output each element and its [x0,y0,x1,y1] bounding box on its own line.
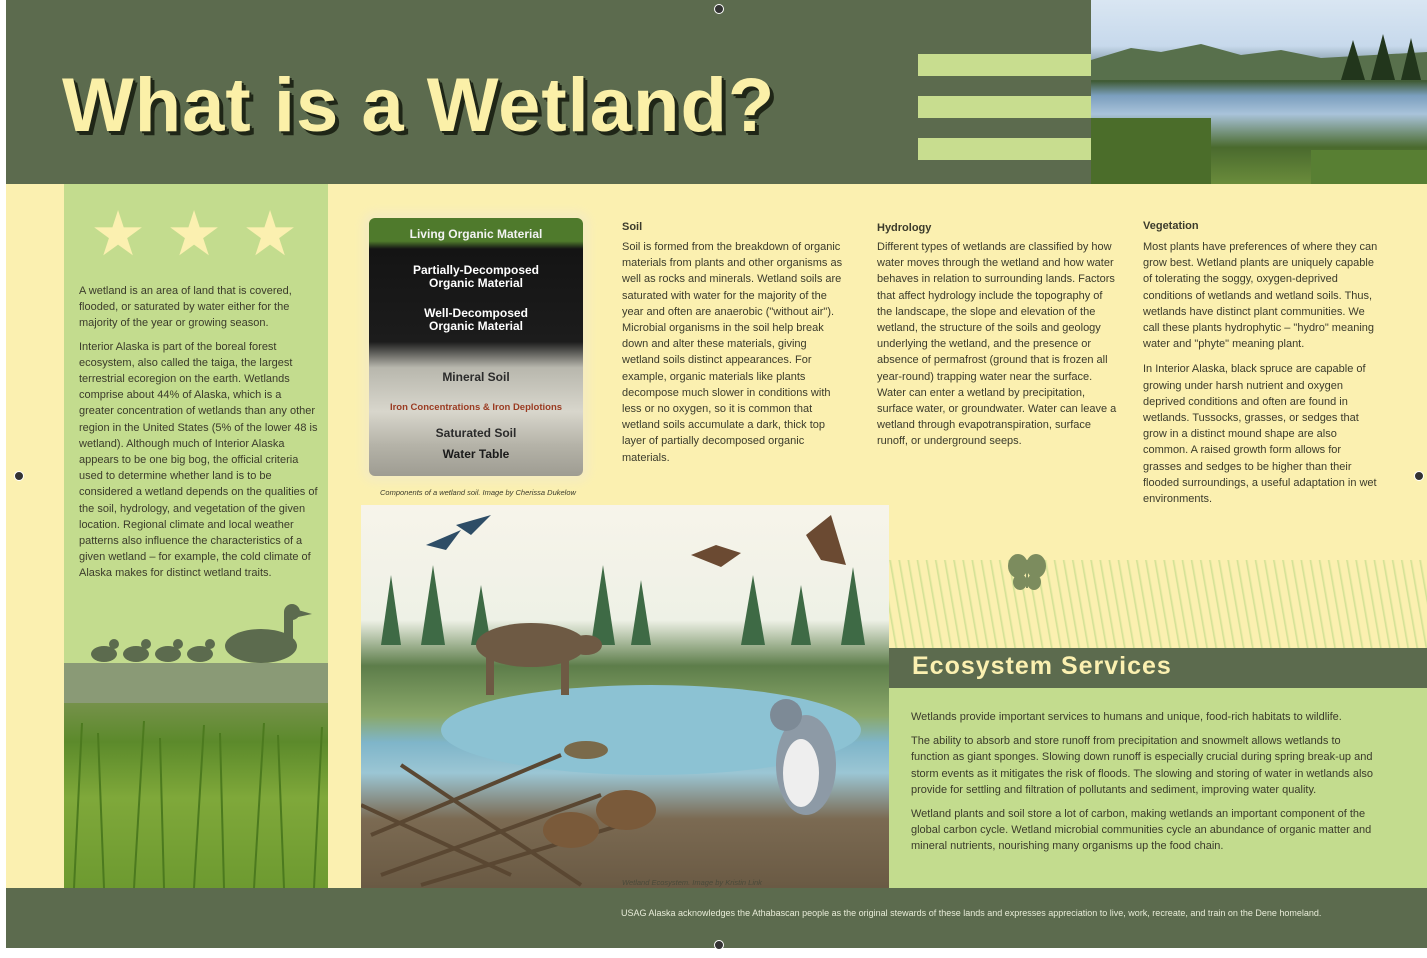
butterfly-icon [1006,552,1048,592]
star-icon: ★ [90,200,146,269]
page-title: What is a Wetland? [62,63,776,148]
registration-mark-icon [1414,471,1424,481]
footer-banner [6,888,1427,948]
ecosystem-illustration-art [361,505,889,888]
wetland-lake-photo [1091,0,1427,184]
soil-label-mineral: Mineral Soil [442,370,510,384]
intro-text [79,283,319,589]
registration-mark-icon [714,4,724,14]
beaver-icon [596,790,656,830]
lake-photo-art [1091,0,1427,184]
duck-icon [564,741,608,759]
header-stripe [918,138,1091,160]
ecosystem-services-heading: Ecosystem Services [912,652,1172,680]
star-icon: ★ [166,200,222,269]
soil-profile-diagram [369,218,583,476]
ecosystem-paragraph: Wetlands provide important services to humans and unique, food-rich habitats to wildlife. [911,711,1342,723]
vegetation-paragraph: In Interior Alaska, black spruce are capable of growing under harsh nutrient and oxygen deprived conditions and often are found in wetlands. Tussocks, grasses, or sedges that grow in a distinct mound shape are also common. A raised growth form allows for grasses and sedges to be higher than their flooded surroundings, a useful adaptation in wet environments. [1143,363,1377,506]
star-icon: ★ [242,200,298,269]
hydrology-text: Different types of wetlands are classified by how water moves through the wetland and how water behaves in relation to surrounding lands. Factors that affect hydrology include the topography of the landscape, the slope and elevation of the wetland, the structure of the soils and geology underlying the wetland, and the presence or absence of permafrost (ground that is frozen all year-round) trapping water near the surface. Water can enter a wetland by precipitation, surface water, or groundwater. Water can leave a wetland through evapotranspiration, surface runoff, or underground seeps. [877,241,1117,448]
soil-label-well: Well-Decomposed Organic Material [424,306,528,333]
meadow-photo-art [64,663,328,888]
moose-icon [476,623,602,695]
grass-decoration [889,560,1427,648]
ecosystem-paragraph: Wetland plants and soil store a lot of carbon, making wetlands an important component of the global carbon cycle. Wetland microbial communities cycle an abundance of organic matter and mineral nutrients, nourishing many organisms up the food chain. [911,808,1372,853]
soil-diagram-caption: Components of a wetland soil. Image by Cherissa Dukelow [380,488,576,497]
intro-paragraph: A wetland is an area of land that is covered, flooded, or saturated by water either for the majority of the year or growing season. [79,285,292,330]
wetland-ecosystem-illustration [361,505,889,888]
header-stripe [918,54,1091,76]
bat-icon [691,515,846,567]
soil-label-saturated: Saturated Soil [435,426,517,440]
registration-mark-icon [714,940,724,950]
ecosystem-paragraph: The ability to absorb and store runoff from precipitation and snowmelt allows wetlands to function as giant sponges. Slowing down runoff is especially crucial during spring break-up and storm events as it mitigates the risk of floods. The slowing and storing of water in wetlands also provide for settling and filtration of pollutants and sediment, improving water quality. [911,735,1374,796]
soil-heading: Soil [622,221,643,233]
header-stripe [918,96,1091,118]
hydrology-heading: Hydrology [877,222,932,234]
beaver-icon [543,812,599,848]
soil-label-living: Living Organic Material [409,227,543,241]
vegetation-heading: Vegetation [1143,220,1199,232]
duck-family-icon [86,600,316,664]
meadow-photo [64,663,328,888]
intro-paragraph: Interior Alaska is part of the boreal forest ecosystem, also called the taiga, the largest terrestrial ecoregion on the earth. Wetlands comprise about 44% of Alaska, which is a greater concentration of wetlands than any other region in the United States (5% of the lower 48 is wetland). Although much of Interior Alaska appears to be one big bog, the official criteria used to determine whether land is to be considered a wetland depends on the qualities of the soil, hydrology, and vegetation of the given location. Regional climate and local weather patterns also influence the characteristics of a given wetland – for example, the cold climate of Alaska makes for distinct wetland traits. [79,340,318,580]
ecosystem-caption: Wetland Ecosystem. Image by Kristin Link [622,878,762,887]
soil-label-iron: Iron Concentrations & Iron Deplotions [389,402,563,413]
soil-label-water-table: Water Table [442,447,510,461]
soil-label-partial: Partially-Decomposed Organic Material [412,263,540,290]
ecosystem-services-text [911,709,1376,863]
vegetation-text [1143,239,1379,516]
soil-text: Soil is formed from the breakdown of organic materials from plants and other organisms as well as rocks and minerals. Wetland soils are saturated with water for the majority of the year and often are anaerobic ("without air"). Microbial organisms in the soil help break down and alter these materials, giving wetland soils distinct appearances. For example, organic materials like plants decompose much slower in conditions with less or no oxygen, so it is common that wetland soils accumulate a dark, thick top layer of partially decomposed organic materials. [622,241,843,464]
vegetation-paragraph: Most plants have preferences of where they can grow best. Wetland plants are uniquely capable of tolerating the soggy, oxygen-deprived conditions of wetlands and wetland soils. Thus, wetlands have distinct plant communities. We call these plants hydrophytic – "hydro" meaning water and "phyte" meaning plant. [1143,241,1378,351]
swallow-icon [426,515,491,550]
land-acknowledgement: USAG Alaska acknowledges the Athabascan people as the original stewards of these lands and expresses appreciation to live, work, recreate, and train on the Dene homeland. [621,908,1322,918]
registration-mark-icon [14,471,24,481]
